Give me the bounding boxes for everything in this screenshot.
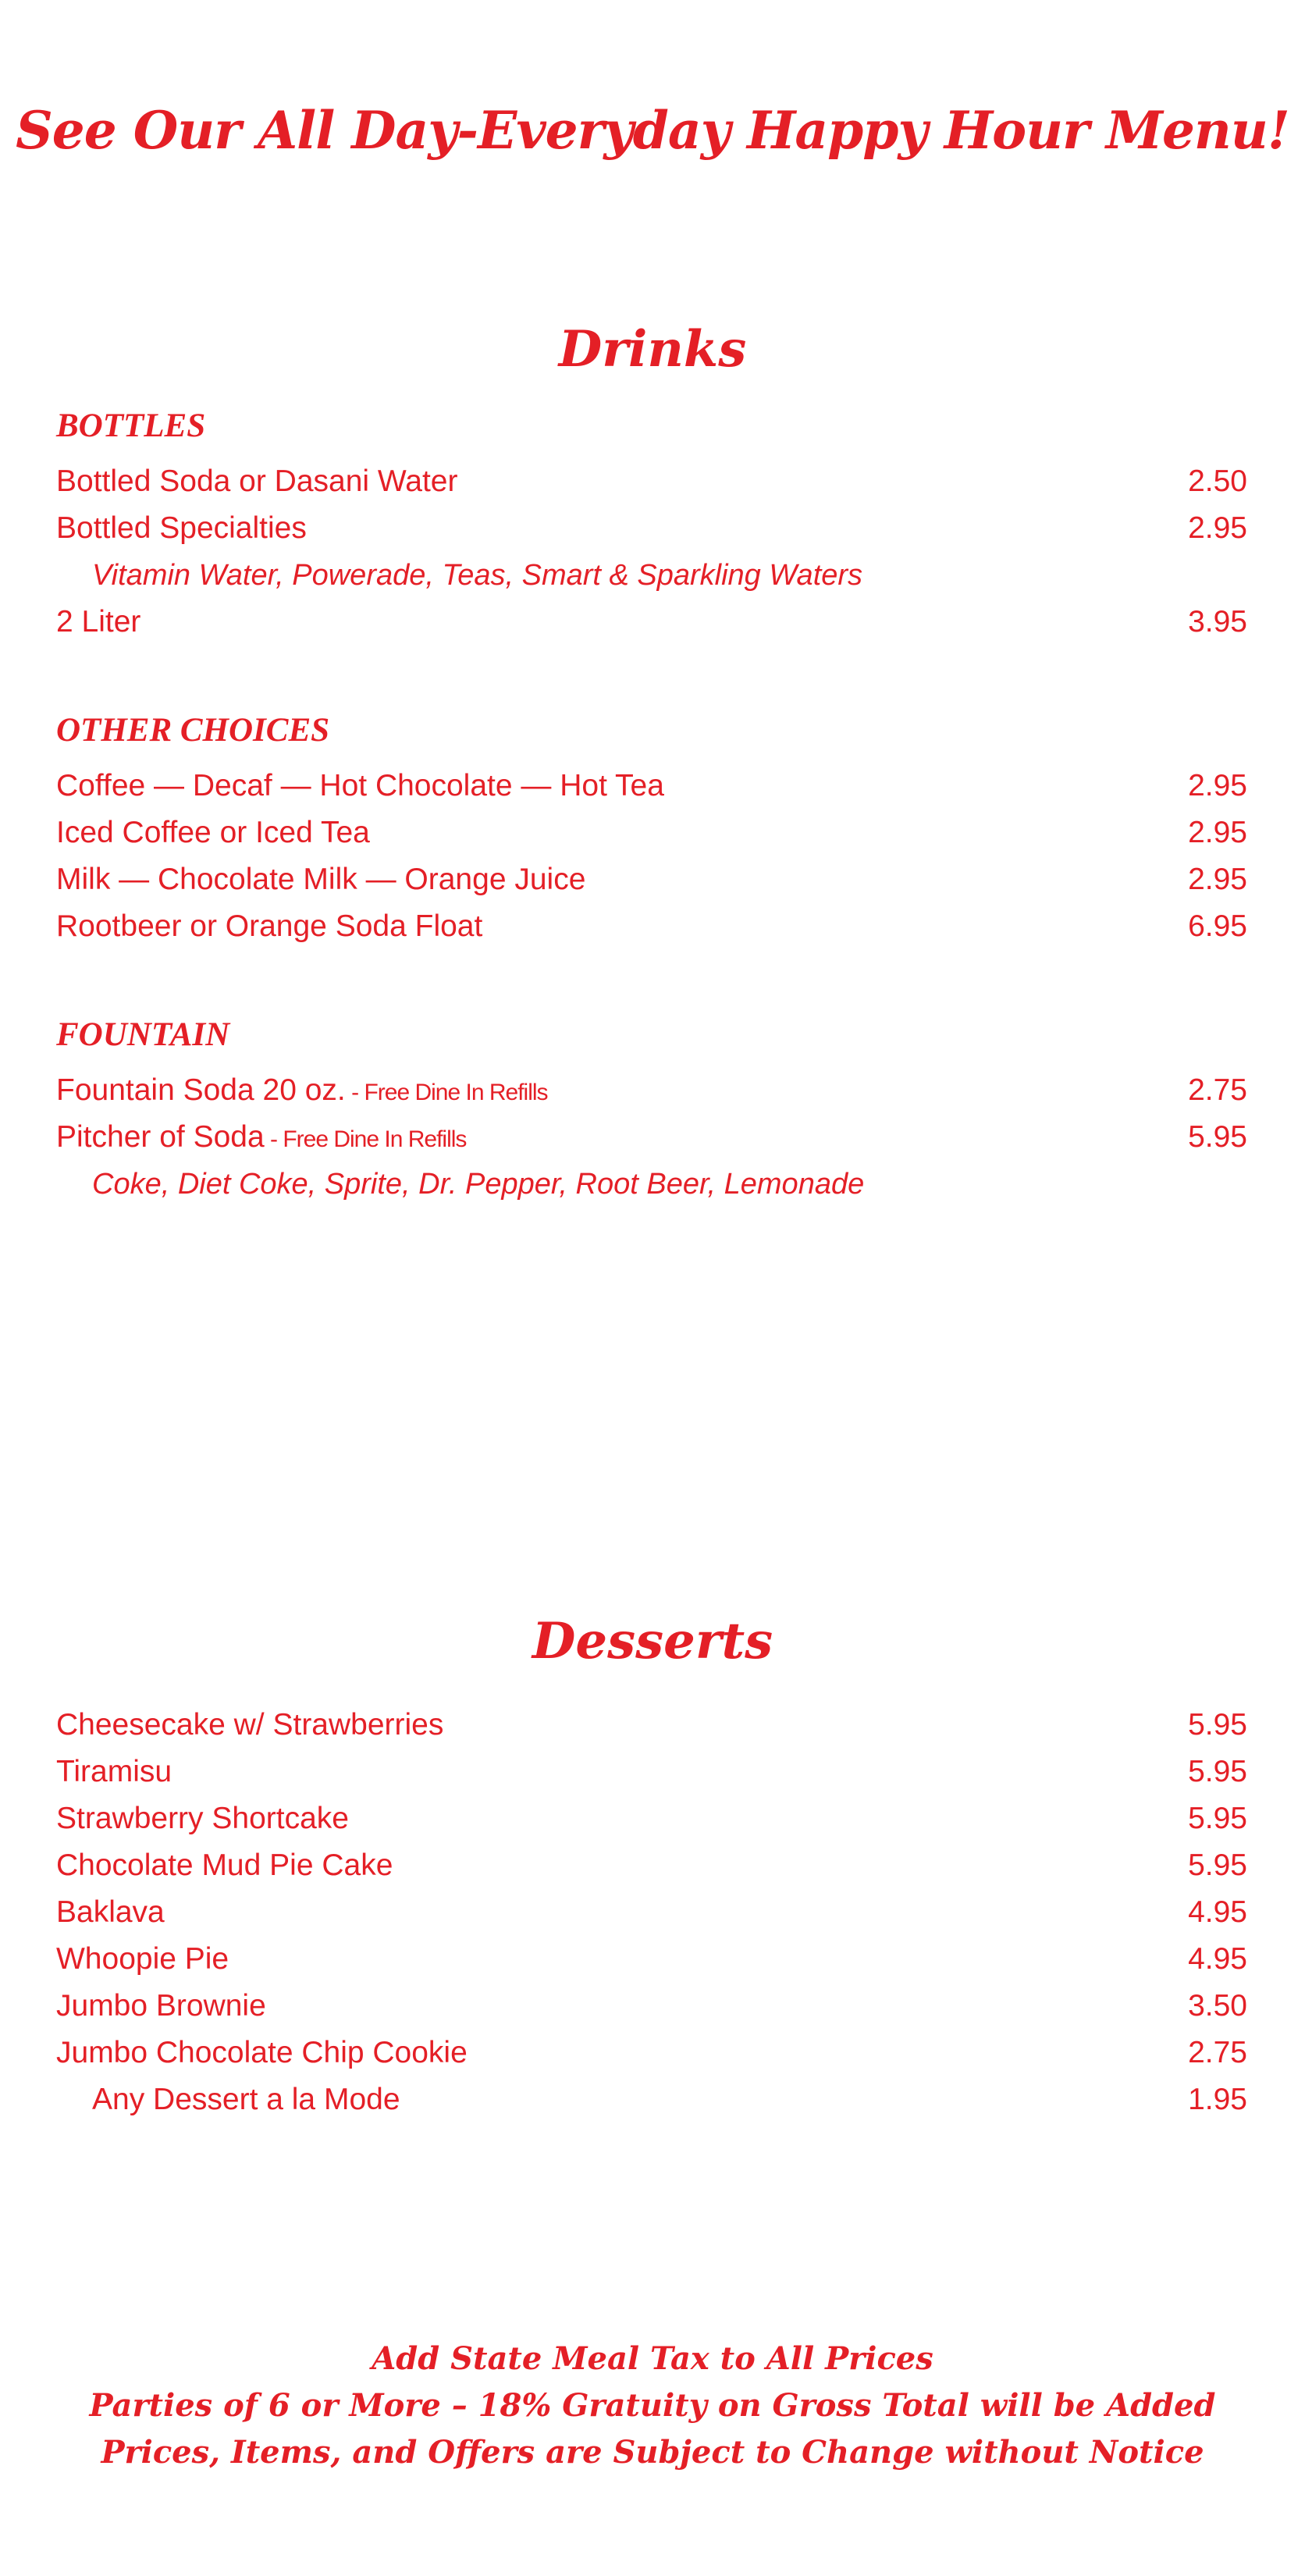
item-name: Chocolate Mud Pie Cake (56, 1848, 393, 1882)
tax-notice: Add State Meal Tax to All Prices (372, 2340, 933, 2377)
menu-item (56, 1749, 1247, 1795)
item-price: 3.50 (1188, 1989, 1247, 2023)
menu-item (56, 1795, 1247, 1842)
change-notice: Prices, Items, and Offers are Subject to Change without Notice (101, 2434, 1204, 2471)
item-name: Coffee — Decaf — Hot Chocolate — Hot Tea (56, 769, 664, 802)
menu-item (56, 1983, 1247, 2030)
menu-item (56, 809, 1247, 856)
menu-item (56, 458, 1247, 505)
item-name: Iced Coffee or Iced Tea (56, 816, 370, 849)
item-price: 5.95 (1188, 1708, 1247, 1742)
item-price: 2.50 (1188, 464, 1247, 498)
item-price: 2.95 (1188, 863, 1247, 896)
menu-item (56, 763, 1247, 809)
fountain-section (56, 1011, 1247, 1208)
item-name: Strawberry Shortcake (56, 1802, 349, 1835)
other-choices-section (56, 706, 1247, 950)
item-price: 5.95 (1188, 1802, 1247, 1835)
item-name: Jumbo Brownie (56, 1989, 266, 2023)
menu-item (56, 599, 1247, 646)
item-detail: - Free Dine In Refills (264, 1126, 467, 1152)
menu-headline: See Our All Day-Everyday Happy Hour Menu! (16, 100, 1289, 161)
fountain-flavors-note: Coke, Diet Coke, Sprite, Dr. Pepper, Root Beer, Lemonade (92, 1168, 865, 1201)
item-detail: - Free Dine In Refills (345, 1080, 548, 1105)
item-name: Bottled Soda or Dasani Water (56, 464, 458, 498)
bottles-section (56, 402, 1247, 646)
item-price: 2.95 (1188, 769, 1247, 802)
item-name-wrap (56, 1067, 548, 1116)
menu-item (56, 903, 1247, 950)
item-price: 2.95 (1188, 816, 1247, 849)
item-name: Bottled Specialties (56, 511, 307, 545)
menu-item (56, 856, 1247, 903)
menu-item-addon (56, 2076, 1247, 2123)
fountain-heading: FOUNTAIN (56, 1016, 230, 1053)
gratuity-notice: Parties of 6 or More – 18% Gratuity on Gross Total will be Added (89, 2387, 1216, 2424)
item-price: 1.95 (1188, 2083, 1247, 2116)
menu-item (56, 505, 1247, 552)
bottles-heading: BOTTLES (56, 407, 206, 444)
menu-item (56, 1067, 1247, 1114)
item-price: 6.95 (1188, 909, 1247, 943)
item-price: 4.95 (1188, 1895, 1247, 1929)
menu-item (56, 2030, 1247, 2076)
bottles-specialties-note: Vitamin Water, Powerade, Teas, Smart & Sparkling Waters (92, 559, 863, 592)
item-name-wrap (56, 1114, 466, 1163)
item-name: Milk — Chocolate Milk — Orange Juice (56, 863, 586, 896)
item-name: Any Dessert a la Mode (92, 2083, 400, 2116)
item-price: 2.75 (1188, 1073, 1247, 1107)
desserts-section-title: Desserts (532, 1612, 773, 1670)
item-name: Rootbeer or Orange Soda Float (56, 909, 483, 943)
item-price: 2.75 (1188, 2036, 1247, 2069)
item-price: 3.95 (1188, 605, 1247, 639)
item-name: Tiramisu (56, 1755, 172, 1788)
other-choices-heading: OTHER CHOICES (56, 712, 330, 749)
item-name: Cheesecake w/ Strawberries (56, 1708, 444, 1742)
menu-item (56, 1936, 1247, 1983)
item-price: 4.95 (1188, 1942, 1247, 1976)
item-price: 5.95 (1188, 1848, 1247, 1882)
menu-item (56, 1114, 1247, 1161)
item-name: Jumbo Chocolate Chip Cookie (56, 2036, 468, 2069)
item-name: 2 Liter (56, 605, 141, 639)
item-price: 5.95 (1188, 1120, 1247, 1154)
menu-item (56, 1702, 1247, 1749)
menu-item (56, 1889, 1247, 1936)
item-price: 2.95 (1188, 511, 1247, 545)
desserts-section (56, 1702, 1247, 2123)
item-name: Baklava (56, 1895, 165, 1929)
drinks-section-title: Drinks (558, 320, 747, 379)
item-name: Fountain Soda 20 oz. (56, 1073, 346, 1107)
item-price: 5.95 (1188, 1755, 1247, 1788)
menu-footer (0, 2336, 1305, 2476)
item-name: Whoopie Pie (56, 1942, 229, 1976)
item-name: Pitcher of Soda (56, 1120, 265, 1154)
menu-item (56, 1842, 1247, 1889)
